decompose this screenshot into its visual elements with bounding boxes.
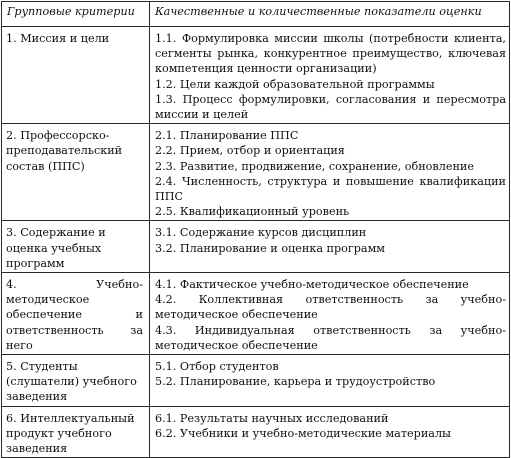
indicator-item: 1.1. Формулировка миссии школы (потребности клиента, сегменты рынка, конкурентное преимущество, ключевая компетенция ценности организации) (155, 32, 506, 76)
indicators-cell (150, 355, 510, 407)
indicator-item: 2.4. Численность, структура и повышение квалификации ППС (155, 174, 506, 204)
indicator-item: 4.2. Коллективная ответственность за учебно-методическое обеспечение (155, 293, 506, 322)
indicator-item: 4.3. Индивидуальная ответственность за учебно-методическое обеспечение (155, 323, 506, 352)
indicator-item: 3.1. Содержание курсов дисциплин (155, 226, 367, 240)
criterion-cell: 1. Миссия и цели (2, 27, 150, 124)
indicator-item: 3.2. Планирование и оценка программ (155, 241, 385, 255)
indicator-item: 6.2. Учебники и учебно-методические материалы (155, 426, 451, 440)
indicators-cell (150, 406, 510, 458)
indicator-item: 4.1. Фактическое учебно-методическое обеспечение (155, 278, 469, 292)
table-header-row (2, 2, 510, 27)
indicators-cell (150, 27, 510, 124)
table-row (2, 406, 510, 458)
column-header-indicators: Качественные и количественные показатели оценки (150, 2, 510, 27)
table-row (2, 124, 510, 221)
criterion-cell: 6. Интеллектуальный продукт учебного заведения (2, 406, 150, 458)
table-row (2, 355, 510, 407)
indicator-item: 1.3. Процесс формулировки, согласования и пересмотра миссии и целей (155, 92, 506, 122)
criterion-cell: 4. Учебно-методическое обеспечение и ответственность за него (2, 273, 150, 355)
column-header-criteria: Групповые критерии (2, 2, 150, 27)
indicators-cell (150, 221, 510, 273)
indicators-cell (150, 124, 510, 221)
indicator-item: 5.2. Планирование, карьера и трудоустройство (155, 375, 436, 389)
indicator-item: 5.1. Отбор студентов (155, 360, 279, 374)
indicator-item: 6.1. Результаты научных исследований (155, 411, 389, 425)
indicator-item: 2.2. Прием, отбор и ориентация (155, 144, 345, 158)
indicators-cell (150, 273, 510, 355)
criterion-cell: 3. Содержание и оценка учебных программ (2, 221, 150, 273)
indicator-item: 2.3. Развитие, продвижение, сохранение, обновление (155, 159, 474, 173)
criteria-table (1, 1, 510, 458)
criterion-cell: 2. Профессорско-преподавательский состав (ППС) (2, 124, 150, 221)
indicator-item: 2.5. Квалификационный уровень (155, 205, 350, 219)
indicator-item: 2.1. Планирование ППС (155, 129, 299, 143)
table-row (2, 27, 510, 124)
table-row (2, 273, 510, 355)
indicator-item: 1.2. Цели каждой образовательной программы (155, 77, 435, 91)
criterion-cell: 5. Студенты (слушатели) учебного заведения (2, 355, 150, 407)
table-row (2, 221, 510, 273)
